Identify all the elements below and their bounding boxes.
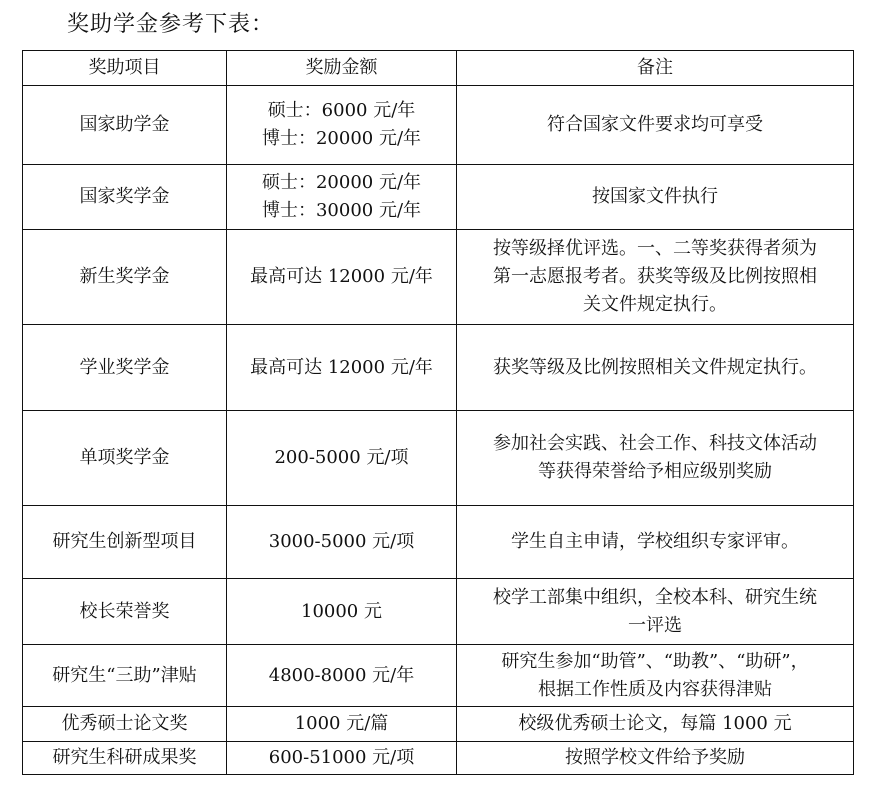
table-row [23,86,854,165]
amount-cell: 10000 元 [227,579,457,645]
note-cell: 校级优秀硕士论文，每篇 1000 元 [457,707,854,742]
note-cell: 获奖等级及比例按照相关文件规定执行。 [457,325,854,411]
item-cell: 国家奖学金 [23,165,227,230]
amount-cell: 最高可达 12000 元/年 [227,230,457,325]
item-cell: 研究生“三助”津贴 [23,645,227,707]
table-row [23,325,854,411]
item-cell: 优秀硕士论文奖 [23,707,227,742]
note-cell: 参加社会实践、社会工作、科技文体活动 等获得荣誉给予相应级别奖励 [457,411,854,506]
item-cell: 研究生创新型项目 [23,506,227,579]
amount-cell: 硕士：6000 元/年 博士：20000 元/年 [227,86,457,165]
note-cell: 符合国家文件要求均可享受 [457,86,854,165]
item-cell: 学业奖学金 [23,325,227,411]
note-cell: 校学工部集中组织，全校本科、研究生统 一评选 [457,579,854,645]
note-cell: 按国家文件执行 [457,165,854,230]
section-heading: 奖助学金参考下表： [67,12,275,37]
table-header-row [23,51,854,86]
item-cell: 校长荣誉奖 [23,579,227,645]
note-cell: 按等级择优评选。一、二等奖获得者须为 第一志愿报考者。获奖等级及比例按照相 关文件规定执行。 [457,230,854,325]
amount-cell: 4800-8000 元/年 [227,645,457,707]
amount-cell: 硕士：20000 元/年 博士：30000 元/年 [227,165,457,230]
header-item: 奖助项目 [23,51,227,86]
item-cell: 国家助学金 [23,86,227,165]
table-row [23,742,854,775]
amount-cell: 1000 元/篇 [227,707,457,742]
scholarship-table [22,50,854,775]
amount-cell: 200-5000 元/项 [227,411,457,506]
note-cell: 按照学校文件给予奖励 [457,742,854,775]
table-row [23,506,854,579]
header-amount: 奖励金额 [227,51,457,86]
table-row [23,411,854,506]
header-note: 备注 [457,51,854,86]
table-row [23,579,854,645]
note-cell: 研究生参加“助管”、“助教”、“助研”， 根据工作性质及内容获得津贴 [457,645,854,707]
table-row [23,165,854,230]
table-row [23,645,854,707]
item-cell: 新生奖学金 [23,230,227,325]
item-cell: 研究生科研成果奖 [23,742,227,775]
table-row [23,707,854,742]
amount-cell: 最高可达 12000 元/年 [227,325,457,411]
note-cell: 学生自主申请，学校组织专家评审。 [457,506,854,579]
amount-cell: 3000-5000 元/项 [227,506,457,579]
item-cell: 单项奖学金 [23,411,227,506]
amount-cell: 600-51000 元/项 [227,742,457,775]
table-row [23,230,854,325]
